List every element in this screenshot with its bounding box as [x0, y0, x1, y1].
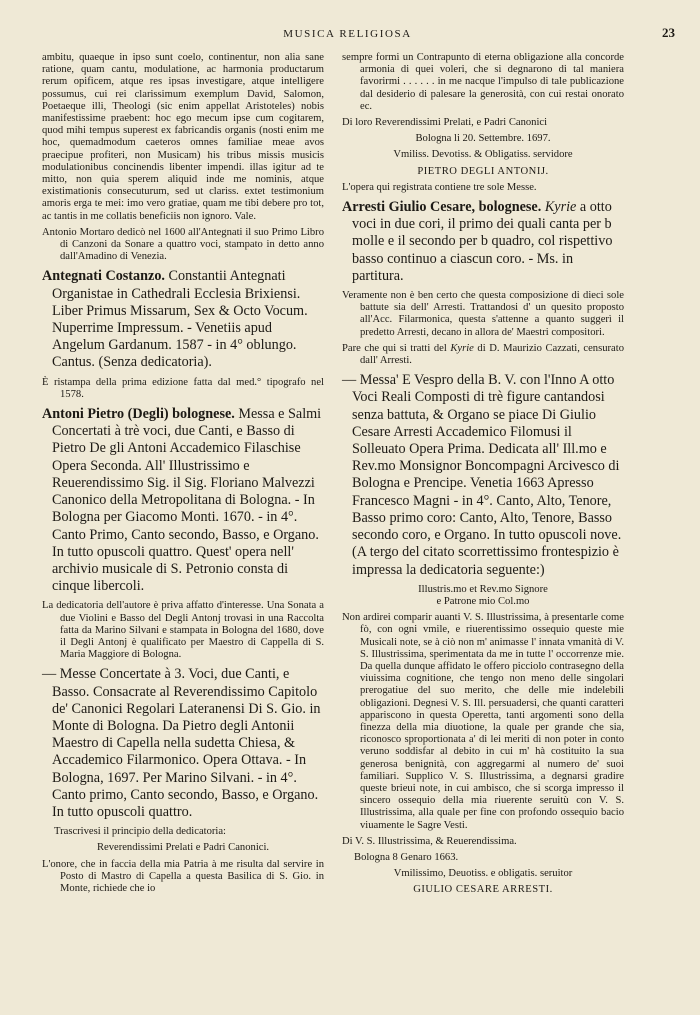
- dedication-continued: sempre formi un Contrapunto di eterna obligazione alla concorde armonia di quei voleri, che si degnarono di tal maniera favorirmi . . . . . . in me nacque l'impulso di tale publicazione dal desiderio di palesare la generosità, con cui restai onorato ec.: [342, 52, 624, 112]
- servant-line: Vmiliss. Devotiss. & Obligatiss. servidore: [393, 149, 573, 161]
- entry-text: Messa e Salmi Concertati à trè voci, due Canti, e Basso di Pietro De gli Antoni Accademico Filaschise Opera Seconda. All' Illustrissimo e Reuerendissimo Sig. il Sig. Floriano Malvezzi Canonico della Metropolitana di Bologna. - In Bologna per Giacomo Monti. 1670. - in 4°. Canto Primo, Canto secondo, Basso, e Organo. In tutto opuscoli quattro. Quest' opera nell' archivio musicale di S. Petronio consta di cinque libercoli.: [52, 406, 322, 595]
- entry-antegnati: [42, 268, 324, 371]
- kyrie-title: Kyrie: [544, 199, 577, 216]
- entry-antoni-messe: [42, 666, 324, 821]
- entry-text: — Messa' E Vespro della B. V. con l'Inno A otto Voci Reali Composti di trè figure cantandosi senza battuta, & Organo se piace Di Giulio Cesare Arresti Accademico Filomusi il Solleuato Opera Prima. Dedicata all' Ill.mo e Rev.mo Monsignor Boncompagni Arcivesco di Bologna e Prencipe. Venetia 1663 Apresso Francesco Magni - in 4°. Canto, Alto, Tenore, Basso primo coro: Canto, Alto, Tenore, Basso secondo coro, e Organo. In tutto opuscoli nove. (A tergo del citato scorrettissimo frontespizio è impressa la dedicatoria seguente:): [342, 372, 622, 578]
- dedication-salutation: Reverendissimi Prelati e Padri Canonici.: [96, 842, 270, 854]
- signature: PIETRO DEGLI ANTONIJ.: [417, 165, 549, 177]
- entry-heading: Arresti Giulio Cesare, bolognese.: [342, 199, 542, 216]
- entry-text: Constantii Antegnati Organistae in Cathedrali Ecclesia Brixiensi. Liber Primus Missarum, Sex & Octo Vocum. Nuperrime Impressum. - Venetiis apud Angelum Gardanum. 1587 - in 4° oblungo. Cantus. (Senza dedicatoria).: [52, 268, 308, 371]
- latin-dedication-passage: ambitu, quaeque in ipso sunt coelo, continentur, non alia sane ratione, quam cantu, modulatione, ac harmonia productarum rerum opificem, atque res ipsas investigare, atque intelligere possumus, cui rei clarissimum exemplum David, Salomon, Poetaeque illi, Theologi (sic enim appellat Aristoteles) nobis manifestissime praebent: hoc ego mecum ipse cum cogitarem, quod mihi tempus superest ex fabricandis organis (nosti enim me hoc, quemadmodum caeteros omnes familiae meae avos praecipue profiteri, non Musicam) his tribus missis musicis modulationibus concinendis libenter impendi. illas igitur ad te mitto, non quia sperem aliquid inde me nominis, atque existimationis consecuturum, sed ut clariss. extet testimonium amoris erga te mei: imo vero gratiae, quam me tibi debere pro tot, ac tantis in me collatis beneficiis non ignoro. Vale.: [42, 52, 324, 222]
- dedication-closing: Di loro Reverendissimi Prelati, e Padri Canonici: [342, 117, 548, 129]
- entry-text: — Messe Concertate à 3. Voci, due Canti, e Basso. Consacrate al Reverendissimo Capitolo de' Canonici Regolari Lateranensi Di S. Gio. in Monte di Bologna. Da Pietro degli Antonii Maestro di Capella nella sudetta Chiesa, & Accademico Filarmonico. Opera Ottava. - In Bologna, 1697. Per Marino Silvani. - in 4°. Canto primo, Canto secondo, Basso, e Organo. In tutto opuscoli quattro.: [42, 666, 321, 820]
- salutation-line-2: e Patrone mio Col.mo: [436, 595, 530, 607]
- antegnati-note: È ristampa della prima edizione fatta dal med.° tipografo nel 1578.: [42, 376, 324, 400]
- page-number: 23: [662, 25, 675, 40]
- running-title: MUSICA RELIGIOSA: [283, 28, 412, 40]
- dedication-intro: Trascrivesi il principio della dedicatoria:: [54, 826, 227, 838]
- signature-2: GIULIO CESARE ARRESTI.: [413, 884, 553, 896]
- arresti-note-1: Veramente non è ben certo che questa composizione di dieci sole battute sia dell' Arresti. Trattandosi d' un quesito proposto all'Acc. Filarmonica, questa s'attenne a quanto suggerì il predetto Arresti, decano in allora de' Maestri compositori.: [342, 290, 624, 338]
- dedication-date: Bologna li 20. Settembre. 1697.: [415, 133, 551, 145]
- right-column: [342, 52, 624, 901]
- entry-arresti-vespro: [342, 372, 624, 578]
- entry-antoni: [42, 406, 324, 595]
- dedication-closing-2: Di V. S. Illustrissima, & Reuerendissima.: [342, 835, 517, 847]
- dedication-date-2: Bologna 8 Genaro 1663.: [354, 851, 459, 863]
- page-header: [20, 25, 675, 48]
- left-column: [42, 52, 324, 899]
- entry-heading: Antegnati Costanzo.: [42, 268, 165, 285]
- entry-heading: Antoni Pietro (Degli) bolognese.: [42, 406, 235, 423]
- antoni-note: La dedicatoria dell'autore è priva affatto d'interesse. Una Sonata a due Violini e Basso del Degli Antonj trovasi in una Raccolta fatta da Marino Silvani e stampata in Bologna del 1680, dove il Degli Antonj è qualificato per Maestro di Cappella di S. Maria Maggiore di Bologna.: [42, 600, 324, 661]
- arresti-note-2: Pare che qui si tratti del Kyrie di D. Maurizio Cazzati, censurato dall' Arresti.: [342, 342, 624, 367]
- servant-line-2: Vmilissimo, Deuotiss. e obligatis. seruitor: [393, 868, 573, 880]
- dedication-text: L'onore, che in faccia della mia Patria à me risulta dal servire in Posto di Mastro di Capella a questa Basilica di S. Gio. in Monte, richiede che io: [42, 858, 324, 894]
- mortaro-note: Antonio Mortaro dedicò nel 1600 all'Antegnati il suo Primo Libro di Canzoni da Sonare a quattro voci, stampato in detto anno dall'Amadino di Venezia.: [42, 226, 324, 263]
- registered-note: L'opera qui registrata contiene tre sole Messe.: [342, 181, 537, 193]
- entry-text: a otto voci in due cori, il primo dei quali canta per b molle e il secondo per b quadro, col rispettivo basso continuo a ciascun coro. - Ms. in partitura.: [352, 199, 613, 284]
- salutation-line-1: Illustris.mo et Rev.mo Signore: [418, 583, 548, 595]
- entry-arresti: [342, 199, 624, 285]
- dedication-letter: Non ardirei comparir auanti V. S. Illustrissima, à presentarle come fò, con ogni vmile, e riuerentissimo ossequio queste mie Musicali note, se à ciò non m' animasse l' innata vmanità di V. S. Illustrissima, sperimentata da me in tutte l' occorrenze mie. Da quella dunque affidato le offero picciolo contrasegno della viuissima cognitione, che tengo non meno delle singolari prerogatiue del suo merito, che delle mie indelebili obligazioni. Degnesi V. S. Ill. persuadersi, che quanti caratteri appariscono in questa Operetta, tanti argomenti sono della finezza della mia diuotione, la quale per grande che sia, riconosco sproportionata a' di lei meriti di non poter in conto veruno soddisfar al debito in cui m' hà costituito la sua generosa benignità, con aggregarmi al numero de' suoi familiari. Supplico V. S. Illustrissima, a degnarsi gradire queste brieui note, in cui ambisco, che si scorga impresso il sincero ossequio della mia riuerente seruitù con V. S. Illustrissima, alla quale per fine con profondo ossequio bacio viuamente le Sagre Vesti.: [342, 612, 624, 831]
